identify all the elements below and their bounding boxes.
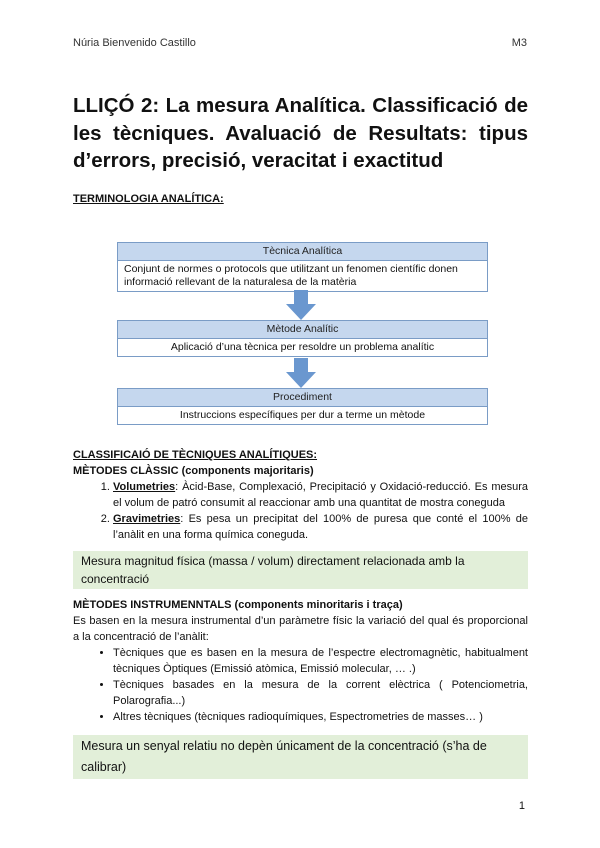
diagram-box-title: Tècnica Analítica [118, 243, 487, 261]
item-term: Volumetries [113, 481, 176, 493]
classification-section [73, 447, 528, 779]
diagram-box-text: Instruccions específiques per dur a terme un mètode [118, 407, 487, 424]
page-number: 1 [518, 800, 525, 812]
classification-heading: CLASSIFICAIÓ DE TÈCNIQUES ANALÍTIQUES: [73, 449, 318, 461]
instrumental-list [73, 645, 528, 725]
diagram-box-title: Mètode Analític [118, 321, 487, 339]
list-item [113, 511, 528, 543]
classic-note: Mesura magnitud física (massa / volum) directament relacionada amb la concentració [73, 551, 528, 589]
item-term: Gravimetries [113, 513, 181, 525]
diagram-box-method [117, 320, 488, 357]
instrumental-intro: Es basen en la mesura instrumental d’un paràmetre físic la variació del qual és proporcional a la concentració de l’anàlit: [73, 615, 528, 643]
diagram-box-text: Aplicació d’una tècnica per resoldre un problema analític [118, 339, 487, 356]
diagram-box-technique [117, 242, 488, 292]
list-item [113, 479, 528, 511]
list-item: • Altres tècniques (tècniques radioquímiques, Espectrometries de masses… ) [113, 709, 528, 725]
instrumental-note: Mesura un senyal relatiu no depèn únicament de la concentració (s’ha de calibrar) [73, 735, 528, 779]
header-course: M3 [511, 37, 527, 49]
item-text: : Àcid-Base, Complexació, Precipitació y Oxidació-reducció. Es mesura el volum de patró consumit al reaccionar amb una quantitat de mostra coneguda [113, 481, 528, 509]
diagram-box-procedure [117, 388, 488, 425]
classic-list [73, 479, 528, 543]
arrow-down-icon [286, 290, 316, 320]
item-text: : Es pesa un precipitat del 100% de puresa que conté el 100% de l’anàlit en una forma química coneguda. [113, 513, 528, 541]
instrumental-heading: MÈTODES INSTRUMENNTALS (components minoritaris i traça) [73, 599, 403, 611]
diagram-box-title: Procediment [118, 389, 487, 407]
list-item: • Tècniques basades en la mesura de la corrent elèctrica ( Potenciometria, Polarografia...) [113, 677, 528, 709]
list-item: • Tècniques que es basen en la mesura de l’espectre electromagnètic, habitualment tècniques Òptiques (Emissió atòmica, Emissió molecular, … .) [113, 645, 528, 677]
diagram-box-text: Conjunt de normes o protocols que utilitzant un fenomen científic donen informació rellevant de la naturalesa de la matèria [118, 261, 487, 291]
header-author: Núria Bienvenido Castillo [73, 37, 196, 49]
arrow-down-icon [286, 358, 316, 388]
page-title: LLIÇÓ 2: La mesura Analítica. Classificació de les tècniques. Avaluació de Resultats: tipus d’errors, precisió, veracitat i exactitud [73, 94, 528, 172]
classic-heading: MÈTODES CLÀSSIC (components majoritaris) [73, 465, 314, 477]
terminology-heading: TERMINOLOGIA ANALÍTICA: [73, 193, 224, 205]
